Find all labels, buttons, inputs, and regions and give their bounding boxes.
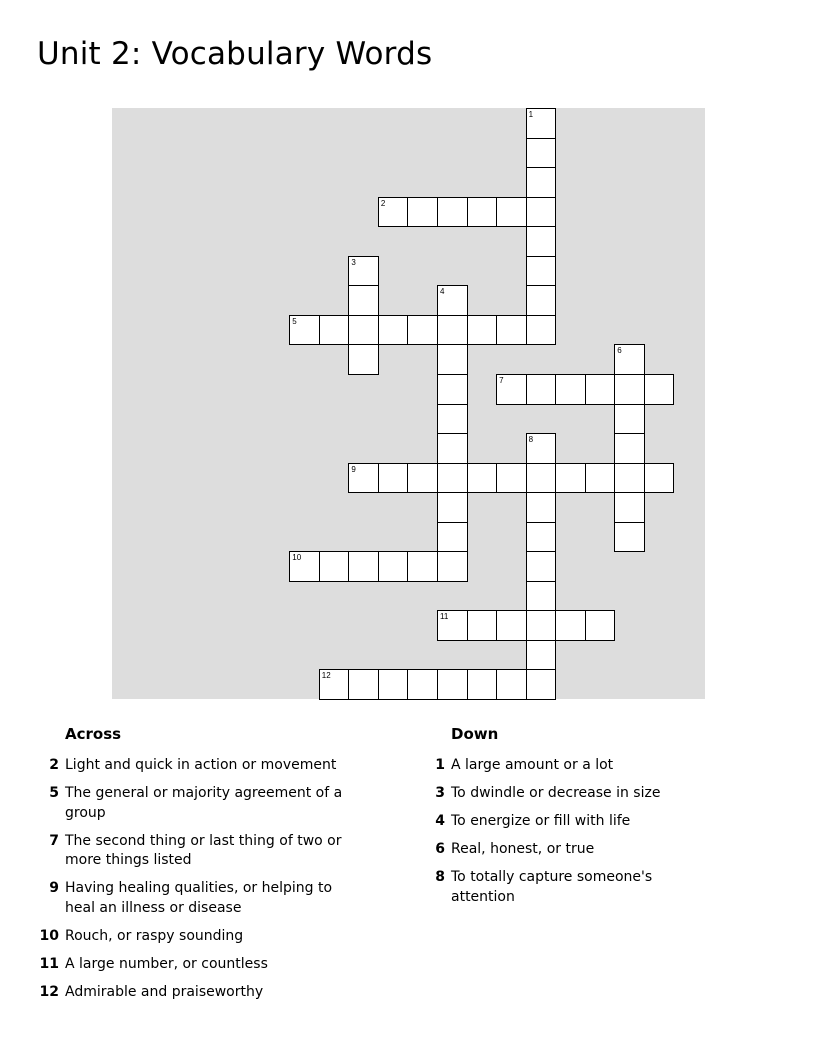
crossword-cell[interactable] xyxy=(407,197,438,228)
clue-item xyxy=(422,784,712,804)
crossword-cell[interactable] xyxy=(348,344,379,375)
cell-number: 4 xyxy=(440,287,445,297)
crossword-cell[interactable] xyxy=(319,315,350,346)
crossword-cell[interactable] xyxy=(467,463,498,494)
crossword-cell[interactable] xyxy=(378,551,409,582)
cell-number: 8 xyxy=(528,435,534,445)
clue-text: Rouch, or raspy sounding xyxy=(65,927,244,944)
crossword-cell[interactable] xyxy=(437,610,468,641)
crossword-cell[interactable] xyxy=(496,315,527,346)
clue-text: The second thing or last thing of two or more things listed xyxy=(65,832,342,869)
crossword-cell[interactable] xyxy=(614,404,645,435)
clue-item xyxy=(36,832,366,871)
crossword-cell[interactable] xyxy=(437,404,468,435)
across-clues xyxy=(36,722,366,1011)
crossword-cell[interactable] xyxy=(526,226,557,257)
crossword-cell[interactable] xyxy=(437,551,468,582)
crossword-cell[interactable] xyxy=(437,463,468,494)
crossword-cell[interactable] xyxy=(526,108,557,139)
crossword-cell[interactable] xyxy=(496,463,527,494)
crossword-cell[interactable] xyxy=(378,315,409,346)
clue-number: 8 xyxy=(435,869,445,886)
crossword-cell[interactable] xyxy=(437,522,468,553)
clue-text: To totally capture someone's attention xyxy=(451,869,653,905)
crossword-cell[interactable] xyxy=(496,669,527,700)
crossword-cell[interactable] xyxy=(555,610,586,641)
clue-item xyxy=(36,983,366,1003)
clue-text: A large number, or countless xyxy=(65,955,268,972)
cell-number: 1 xyxy=(528,110,534,119)
crossword-cell[interactable] xyxy=(614,344,645,375)
cell-number: 2 xyxy=(380,198,386,208)
clue-number: 2 xyxy=(49,757,59,773)
crossword-cell[interactable] xyxy=(614,522,645,553)
crossword-cell[interactable] xyxy=(555,374,586,405)
clue-number: 11 xyxy=(39,955,59,972)
crossword-cell[interactable] xyxy=(555,463,586,494)
crossword-cell[interactable] xyxy=(467,669,498,700)
crossword-cell[interactable] xyxy=(348,551,379,582)
clue-text: Real, honest, or true xyxy=(451,841,595,858)
crossword-cell[interactable] xyxy=(496,374,527,405)
crossword-cell[interactable] xyxy=(348,256,379,287)
crossword-cell[interactable] xyxy=(644,463,675,494)
crossword-cell[interactable] xyxy=(467,610,498,641)
crossword-cell[interactable] xyxy=(319,551,350,582)
clue-item xyxy=(36,927,366,947)
clue-number: 1 xyxy=(435,757,445,773)
across-heading: Across xyxy=(65,725,122,743)
crossword-cell[interactable] xyxy=(614,463,645,494)
crossword-cell[interactable] xyxy=(348,285,379,316)
crossword-cell[interactable] xyxy=(437,344,468,375)
crossword-cell[interactable] xyxy=(614,374,645,405)
crossword-cell[interactable] xyxy=(614,433,645,464)
down-clues xyxy=(422,722,712,916)
crossword-cell[interactable] xyxy=(289,551,320,582)
clue-item xyxy=(422,868,712,907)
clue-number: 3 xyxy=(435,785,445,802)
clue-text: To energize or fill with life xyxy=(451,813,631,830)
crossword-cell[interactable] xyxy=(526,167,557,198)
across-clue-list xyxy=(36,756,366,1003)
crossword-cell[interactable] xyxy=(437,374,468,405)
cell-number: 10 xyxy=(292,553,302,563)
cell-number: 9 xyxy=(351,464,356,474)
crossword-cell[interactable] xyxy=(378,197,409,228)
clue-item xyxy=(422,840,712,860)
crossword-cell[interactable] xyxy=(526,610,557,641)
crossword-cell[interactable] xyxy=(407,551,438,582)
page-title: Unit 2: Vocabulary Words xyxy=(37,36,433,72)
crossword-cell[interactable] xyxy=(585,463,616,494)
crossword-cell[interactable] xyxy=(526,315,557,346)
crossword-cell[interactable] xyxy=(526,138,557,169)
clue-number: 12 xyxy=(39,984,59,1001)
crossword-cell[interactable] xyxy=(496,197,527,228)
crossword-grid xyxy=(112,108,705,699)
crossword-cell[interactable] xyxy=(467,197,498,228)
clue-text: The general or majority agreement of a group xyxy=(65,785,343,821)
crossword-cell[interactable] xyxy=(378,463,409,494)
clue-number: 9 xyxy=(49,880,59,897)
clue-text: To dwindle or decrease in size xyxy=(451,785,661,802)
crossword-cell[interactable] xyxy=(437,433,468,464)
clue-item xyxy=(422,756,712,776)
crossword-cell[interactable] xyxy=(437,315,468,346)
clue-number: 5 xyxy=(49,785,59,802)
crossword-cell[interactable] xyxy=(526,374,557,405)
cell-number: 12 xyxy=(321,671,331,681)
crossword-cell[interactable] xyxy=(407,669,438,700)
crossword-cell[interactable] xyxy=(348,463,379,494)
clue-item xyxy=(36,784,366,823)
cell-number: 11 xyxy=(440,612,449,622)
crossword-cell[interactable] xyxy=(467,315,498,346)
crossword-cell[interactable] xyxy=(407,463,438,494)
crossword-cell[interactable] xyxy=(289,315,320,346)
cell-number: 7 xyxy=(499,375,504,385)
crossword-cell[interactable] xyxy=(437,669,468,700)
clue-number: 7 xyxy=(49,832,59,849)
crossword-cell[interactable] xyxy=(437,197,468,228)
cell-number: 6 xyxy=(617,346,622,356)
crossword-cell[interactable] xyxy=(526,463,557,494)
crossword-cell[interactable] xyxy=(378,669,409,700)
crossword-cell[interactable] xyxy=(437,285,468,316)
crossword-cell[interactable] xyxy=(526,256,557,287)
cell-number: 3 xyxy=(351,257,356,267)
clue-item xyxy=(36,955,366,975)
cell-number: 5 xyxy=(292,316,297,326)
crossword-cell[interactable] xyxy=(526,581,557,612)
crossword-cell[interactable] xyxy=(319,669,350,700)
crossword-cell[interactable] xyxy=(526,669,557,700)
crossword-cell[interactable] xyxy=(437,492,468,523)
crossword-cell[interactable] xyxy=(526,433,557,464)
clue-item xyxy=(36,756,366,776)
clue-text: Having healing qualities, or helping to heal an illness or disease xyxy=(65,880,333,916)
down-heading: Down xyxy=(451,725,499,743)
crossword-cell[interactable] xyxy=(526,522,557,553)
clue-number: 4 xyxy=(435,813,445,830)
crossword-cell[interactable] xyxy=(496,610,527,641)
crossword-cell[interactable] xyxy=(526,285,557,316)
crossword-cell[interactable] xyxy=(614,492,645,523)
crossword-cell[interactable] xyxy=(585,610,616,641)
crossword-cell[interactable] xyxy=(644,374,675,405)
crossword-cell[interactable] xyxy=(348,669,379,700)
crossword-cell[interactable] xyxy=(526,197,557,228)
clue-text: A large amount or a lot xyxy=(451,757,614,773)
crossword-cell[interactable] xyxy=(348,315,379,346)
crossword-cell[interactable] xyxy=(407,315,438,346)
crossword-cell[interactable] xyxy=(526,551,557,582)
crossword-cell[interactable] xyxy=(526,492,557,523)
clue-text: Light and quick in action or movement xyxy=(65,757,337,773)
clue-text: Admirable and praiseworthy xyxy=(65,984,264,1001)
crossword-cell[interactable] xyxy=(585,374,616,405)
clue-item xyxy=(36,879,366,918)
down-clue-list xyxy=(422,756,712,907)
crossword-cell[interactable] xyxy=(526,640,557,671)
clue-number: 6 xyxy=(435,841,445,858)
clue-item xyxy=(422,812,712,832)
clue-number: 10 xyxy=(39,927,59,944)
